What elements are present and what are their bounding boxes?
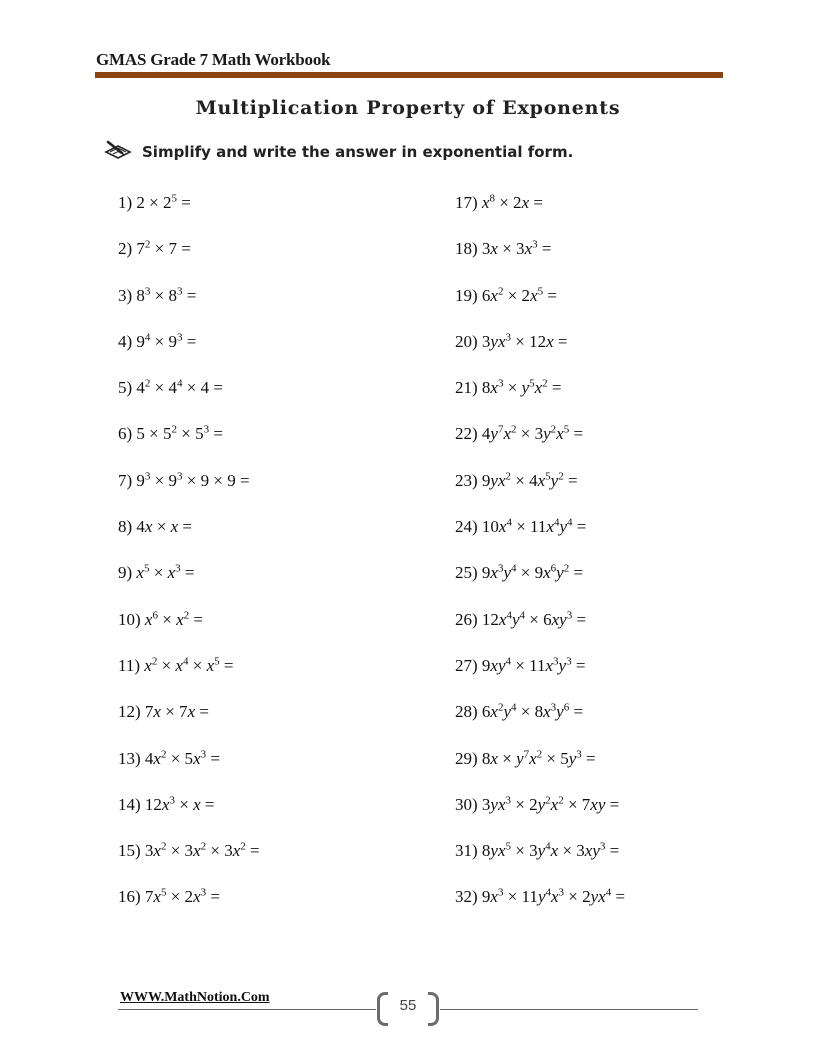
problem-number: 17): [455, 193, 478, 212]
problem-number: 9): [118, 563, 133, 583]
problem-number: 2): [118, 239, 133, 259]
problem-number: 8): [118, 517, 133, 537]
problem-number: 29): [455, 748, 478, 768]
problem-item: [455, 655, 625, 701]
problem-expression: $3yx^3 \times 12x$ =: [477, 331, 568, 351]
problem-number: 27): [455, 655, 478, 675]
problem-item: [455, 423, 625, 469]
pencil-paper-icon: [104, 140, 134, 164]
problem-number: 21): [455, 378, 478, 398]
problem-item: [118, 516, 260, 562]
problem-expression: 4x × x =: [132, 517, 192, 537]
problem-number: 4): [118, 331, 133, 351]
problem-expression: $5 \times 5^2 \times 5^3$ =: [132, 423, 223, 444]
problem-expression: $x^2 \times x^4 \times x^5$ =: [144, 655, 234, 675]
problem-expression: $2 \times 2^5$ =: [132, 192, 191, 212]
problem-expression: $9xy^4 \times 11x^3y^3$ =: [477, 655, 586, 675]
problem-item: [455, 470, 625, 516]
problem-item: [455, 516, 625, 562]
problem-item: [118, 423, 260, 469]
problem-expression: $x^6 \times x^2$ =: [144, 609, 203, 629]
problem-item: [455, 238, 625, 284]
problem-item: [118, 238, 260, 284]
problem-expression: $10x^4 \times 11x^4y^4$ =: [477, 516, 587, 537]
problem-item: [118, 609, 260, 655]
problem-expression: $12x^4y^4 \times 6xy^3$ =: [477, 609, 587, 629]
problem-expression: $3yx^3 \times 2y^2x^2 \times 7xy$ =: [477, 794, 620, 814]
problem-item: [455, 562, 625, 608]
problem-expression: $4^2 \times 4^4 \times 4$ =: [132, 377, 223, 398]
problem-item: [118, 794, 260, 840]
problem-item: [118, 285, 260, 331]
problems-column-left: [118, 192, 260, 933]
problem-number: 18): [455, 239, 478, 259]
page-number-bracket-right: [428, 992, 439, 1026]
problem-expression: $9x^3y^4 \times 9x^6y^2$ =: [477, 562, 584, 583]
problem-item: [455, 285, 625, 331]
problem-item: [455, 377, 625, 423]
problem-number: 1): [118, 193, 133, 212]
problem-number: 25): [455, 563, 478, 583]
problem-number: 16): [118, 887, 141, 907]
problem-expression: $8x^3 \times y^5x^2$ =: [477, 377, 562, 398]
header-divider: [95, 72, 723, 78]
problem-item: [118, 840, 260, 886]
problem-number: 11): [118, 655, 141, 675]
problem-expression: $8yx^5 \times 3y^4x \times 3xy^3$ =: [477, 840, 620, 861]
page-number-bracket-left: [377, 992, 388, 1026]
problem-number: 22): [455, 424, 478, 444]
problem-number: 3): [118, 285, 133, 305]
footer-divider-right: [440, 1009, 698, 1010]
problem-item: [118, 377, 260, 423]
instruction-text: Simplify and write the answer in exponential form.: [142, 143, 574, 161]
problem-item: [118, 748, 260, 794]
problem-item: [118, 192, 260, 238]
problem-number: 15): [118, 841, 141, 861]
problem-item: [118, 886, 260, 932]
problem-item: [455, 192, 625, 238]
problem-item: [118, 655, 260, 701]
problem-expression: $8x \times y^7x^2 \times 5y^3$ =: [477, 747, 596, 768]
problem-number: 20): [455, 331, 478, 351]
problem-number: 30): [455, 794, 478, 814]
problem-expression: $3x^2 \times 3x^2 \times 3x^2$ =: [140, 840, 260, 861]
problem-item: [455, 794, 625, 840]
problem-expression: $9^4 \times 9^3$ =: [132, 331, 197, 351]
problem-number: 13): [118, 748, 141, 768]
problem-number: 28): [455, 702, 478, 722]
problem-number: 6): [118, 424, 133, 444]
problem-expression: $x^8 \times 2x$ =: [481, 192, 543, 212]
problem-expression: $7^2 \times 7$ =: [132, 238, 191, 259]
problem-expression: $6x^2 \times 2x^5$ =: [477, 284, 557, 305]
problem-expression: $6x^2y^4 \times 8x^3y^6$ =: [477, 701, 584, 722]
problem-expression: $12x^3 \times x$ =: [140, 794, 215, 814]
problem-item: [455, 331, 625, 377]
problem-expression: $9yx^2 \times 4x^5y^2$ =: [477, 470, 578, 490]
instruction: [104, 140, 573, 164]
problem-item: [455, 886, 625, 932]
problem-item: [455, 609, 625, 655]
problem-number: 5): [118, 378, 133, 398]
problem-item: [455, 748, 625, 794]
problem-number: 31): [455, 841, 478, 861]
problems-column-right: [455, 192, 625, 933]
problem-number: 7): [118, 470, 133, 490]
problem-number: 14): [118, 794, 141, 814]
problem-item: [455, 701, 625, 747]
problem-expression: 7x × 7x =: [140, 702, 209, 722]
workbook-title: GMAS Grade 7 Math Workbook: [96, 50, 331, 69]
problem-number: 26): [455, 609, 478, 629]
problem-item: [118, 562, 260, 608]
problem-number: 12): [118, 702, 141, 722]
problem-number: 23): [455, 470, 478, 490]
problem-expression: $9x^3 \times 11y^4x^3 \times 2yx^4$ =: [477, 886, 626, 907]
problem-number: 10): [118, 609, 141, 629]
website-link[interactable]: WWW.MathNotion.Com: [120, 990, 270, 1005]
problem-number: 24): [455, 517, 478, 537]
problem-expression: $3x \times 3x^3$ =: [477, 238, 552, 259]
problem-item: [118, 470, 260, 516]
page-number: 55: [399, 997, 417, 1014]
problem-item: [118, 701, 260, 747]
problem-number: 19): [455, 285, 478, 305]
footer-divider-left: [118, 1009, 376, 1010]
problem-expression: $4y^7x^2 \times 3y^2x^5$ =: [477, 423, 584, 444]
problem-expression: $8^3 \times 8^3$ =: [132, 284, 197, 305]
problem-expression: $7x^5 \times 2x^3$ =: [140, 886, 220, 907]
problem-expression: $9^3 \times 9^3 \times 9 \times 9$ =: [132, 470, 250, 490]
problem-expression: $4x^2 \times 5x^3$ =: [140, 747, 220, 768]
problem-item: [455, 840, 625, 886]
problem-number: 32): [455, 887, 478, 907]
problem-item: [118, 331, 260, 377]
problem-expression: $x^5 \times x^3$ =: [136, 562, 195, 583]
page-title: Multiplication Property of Exponents: [195, 97, 621, 119]
